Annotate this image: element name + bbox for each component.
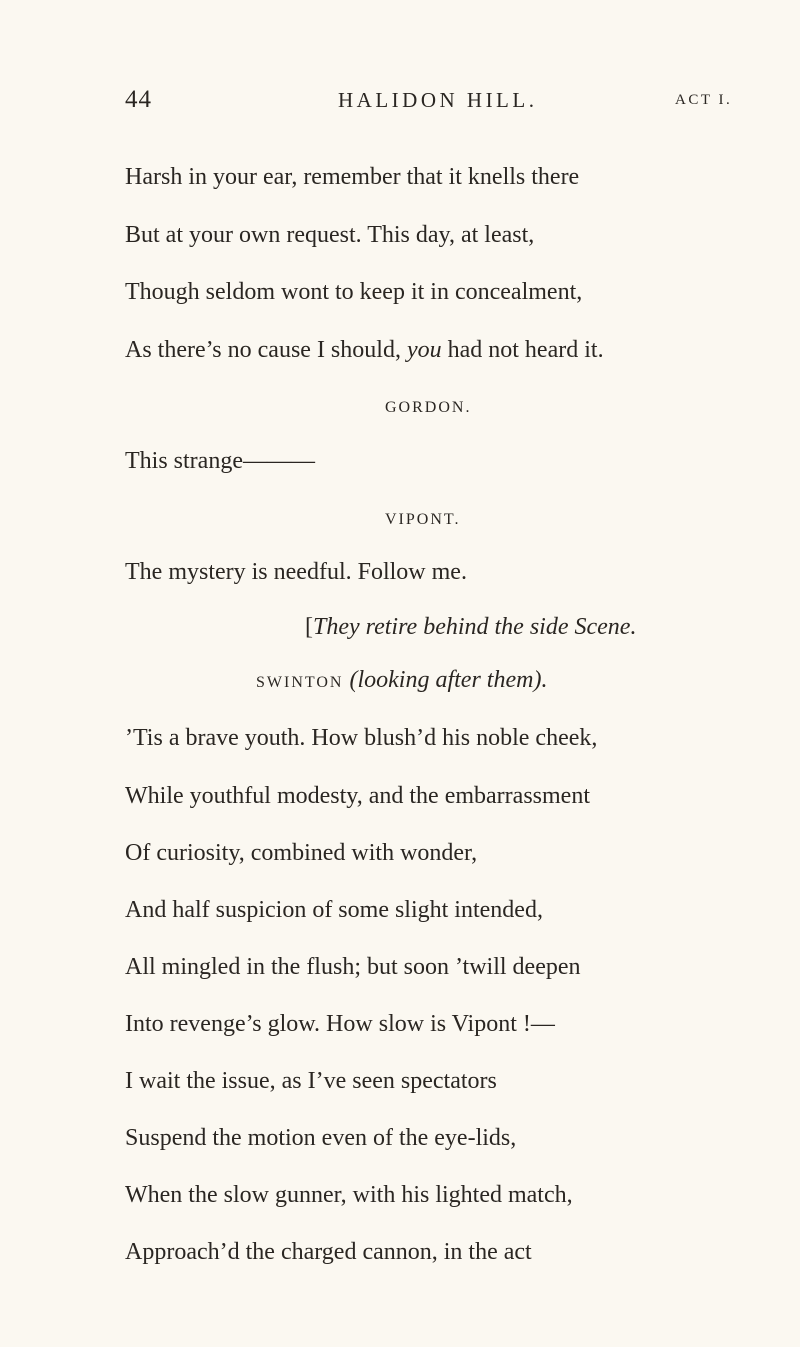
stage-bracket: [ — [305, 614, 313, 640]
verse-line: This strange——— — [125, 448, 315, 474]
verse-line: I wait the issue, as I’ve seen spectators — [125, 1068, 497, 1094]
verse-line: While youthful modesty, and the embarrassment — [125, 783, 590, 809]
verse-line: And half suspicion of some slight intended, — [125, 897, 543, 923]
verse-line: Suspend the motion even of the eye-lids, — [125, 1125, 517, 1151]
act-label: ACT I. — [675, 92, 733, 108]
verse-line: Harsh in your ear, remember that it knells there — [125, 164, 580, 190]
speaker-vipont: VIPONT. — [385, 511, 461, 528]
verse-text: had not heard it. — [441, 337, 604, 363]
verse-line — [125, 335, 604, 365]
verse-line: The mystery is needful. Follow me. — [125, 559, 467, 585]
stage-direction — [305, 612, 636, 642]
speaker-gordon: GORDON. — [385, 399, 472, 416]
emphasis-text: you — [406, 337, 442, 363]
verse-line: Though seldom wont to keep it in concealment, — [125, 279, 583, 305]
running-title: HALIDON HILL. — [338, 88, 538, 112]
verse-line: Of curiosity, combined with wonder, — [125, 840, 478, 866]
verse-line: Approach’d the charged cannon, in the act — [125, 1239, 532, 1265]
verse-text: As there’s no cause I should, — [125, 337, 407, 363]
verse-line: When the slow gunner, with his lighted match, — [125, 1182, 573, 1208]
speaker-direction: (looking after them). — [349, 667, 548, 693]
page-number: 44 — [125, 86, 152, 113]
speaker-swinton — [256, 667, 548, 693]
speaker-name: SWINTON — [256, 674, 344, 691]
stage-direction-text: They retire behind the side Scene. — [313, 614, 637, 640]
verse-line: ’Tis a brave youth. How blush’d his noble cheek, — [125, 725, 598, 751]
verse-line: Into revenge’s glow. How slow is Vipont !— — [125, 1011, 555, 1037]
verse-line: All mingled in the flush; but soon ’twill deepen — [125, 954, 581, 980]
running-header — [0, 86, 800, 116]
verse-line: But at your own request. This day, at least, — [125, 222, 535, 248]
